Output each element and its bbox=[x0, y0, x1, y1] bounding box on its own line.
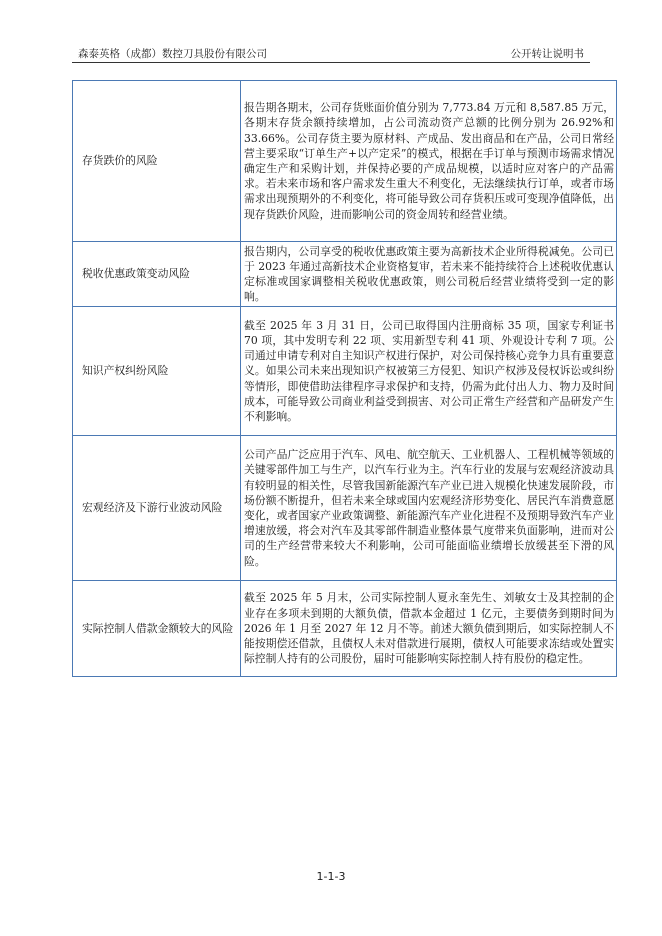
table-row bbox=[73, 581, 617, 677]
risk-description-cell: 截至 2025 年 5 月末，公司实际控制人夏永奎先生、刘敏女士及其控制的企业存在多项未到期的大额负债，借款本金超过 1 亿元，主要债务到期时间为 2026 年 1 月至 2027 年 12 月不等。前述大额负债到期后，如实际控制人不能按期偿还借款，且债权人未对借款进行展期，债权人可能要求冻结或处置实际控制人持有的公司股份，届时可能影响实际控制人持有股份的稳定性。 bbox=[241, 581, 617, 677]
risk-name-cell: 宏观经济及下游行业波动风险 bbox=[73, 436, 241, 581]
risk-name-cell: 存货跌价的风险 bbox=[73, 81, 241, 242]
header-document-type: 公开转让说明书 bbox=[510, 48, 584, 60]
header-company-name: 森泰英格（成都）数控刀具股份有限公司 bbox=[78, 48, 267, 60]
table-row bbox=[73, 242, 617, 307]
table-row bbox=[73, 307, 617, 436]
page-header bbox=[72, 42, 590, 63]
table-row bbox=[73, 436, 617, 581]
risk-description-cell: 截至 2025 年 3 月 31 日，公司已取得国内注册商标 35 项，国家专利证书 70 项，其中发明专利 22 项、实用新型专利 41 项、外观设计专利 7 项。公司通过申请专利对自主知识产权进行保护，对公司保持核心竞争力具有重要意义。如果公司未来出现知识产权被第三方侵犯、知识产权涉及侵权诉讼或纠纷等情形，即使借助法律程序寻求保护和支持，仍需为此付出人力、物力及时间成本，可能导致公司商业利益受到损害、对公司正常生产经营和产品研发产生不利影响。 bbox=[241, 307, 617, 436]
risk-name-cell: 实际控制人借款金额较大的风险 bbox=[73, 581, 241, 677]
page-number: 1-1-3 bbox=[316, 870, 346, 883]
risk-name-cell: 知识产权纠纷风险 bbox=[73, 307, 241, 436]
risk-description-cell: 报告期内，公司享受的税收优惠政策主要为高新技术企业所得税减免。公司已于 2023 年通过高新技术企业资格复审，若未来不能持续符合上述税收优惠认定标准或国家调整相关税收优惠政策，则公司税后经营业绩将受到一定的影响。 bbox=[241, 242, 617, 307]
table-row bbox=[73, 81, 617, 242]
risk-description-cell: 公司产品广泛应用于汽车、风电、航空航天、工业机器人、工程机械等领域的关键零部件加工与生产，以汽车行业为主。汽车行业的发展与宏观经济波动具有较明显的相关性，尽管我国新能源汽车产业已进入规模化快速发展阶段，市场份额不断提升，但若未来全球或国内宏观经济形势变化、居民汽车消费意愿变化，或者国家产业政策调整、新能源汽车产业化进程不及预期导致汽车产业增速放缓，将会对汽车及其零部件制造业整体景气度带来负面影响，进而对公司的生产经营带来较大不利影响，公司可能面临业绩增长放缓甚至下滑的风险。 bbox=[241, 436, 617, 581]
risk-name-cell: 税收优惠政策变动风险 bbox=[73, 242, 241, 307]
risk-table bbox=[72, 80, 617, 677]
risk-description-cell: 报告期各期末，公司存货账面价值分别为 7,773.84 万元和 8,587.85 万元，各期末存货余额持续增加，占公司流动资产总额的比例分别为 26.92%和 33.66%。公司存货主要为原材料、产成品、发出商品和在产品，公司日常经营主要采取“订单生产+以产定采”的模式，根据在手订单与预测市场需求情况确定生产和采购计划，并保持必要的产成品规模，以适时应对客户的产品需求。若未来市场和客户需求发生重大不利变化，无法继续执行订单，或者市场需求出现预期外的不利变化，将可能导致公司存货积压或可变现净值降低，出现存货跌价风险，进而影响公司的资金周转和经营业绩。 bbox=[241, 81, 617, 242]
